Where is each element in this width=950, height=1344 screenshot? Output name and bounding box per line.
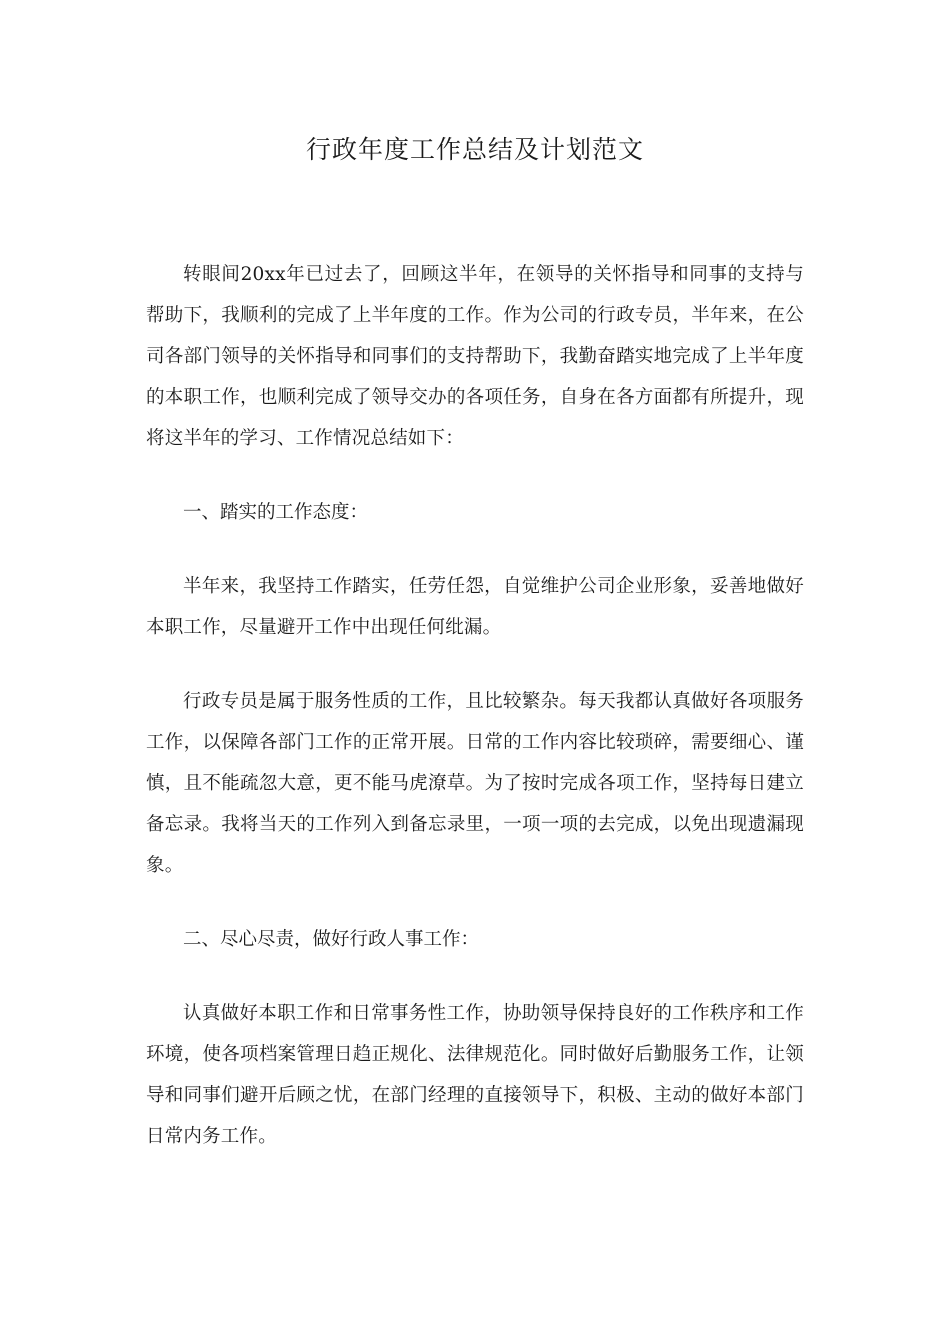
- paragraph-attitude: 半年来，我坚持工作踏实，任劳任怨，自觉维护公司企业形象，妥善地做好本职工作，尽量避开工作中出现任何纰漏。: [146, 576, 804, 638]
- paragraph-duties: 认真做好本职工作和日常事务性工作，协助领导保持良好的工作秩序和工作环境，使各项档案管理日趋正规化、法律规范化。同时做好后勤服务工作，让领导和同事们避开后顾之忧，在部门经理的直接领导下，积极、主动的做好本部门日常内务工作。: [146, 1003, 804, 1147]
- section-heading-2: 二、尽心尽责，做好行政人事工作：: [183, 929, 480, 950]
- paragraph-intro: 转眼间20xx年已过去了，回顾这半年，在领导的关怀指导和同事的支持与帮助下，我顺利的完成了上半年度的工作。作为公司的行政专员，半年来，在公司各部门领导的关怀指导和同事们的支持帮助下，我勤奋踏实地完成了上半年度的本职工作，也顺利完成了领导交办的各项任务，自身在各方面都有所提升，现将这半年的学习、工作情况总结如下：: [146, 264, 804, 449]
- paragraph-service: 行政专员是属于服务性质的工作，且比较繁杂。每天我都认真做好各项服务工作，以保障各部门工作的正常开展。日常的工作内容比较琐碎，需要细心、谨慎，且不能疏忽大意，更不能马虎潦草。为了按时完成各项工作，坚持每日建立备忘录。我将当天的工作列入到备忘录里，一项一项的去完成，以免出现遗漏现象。: [146, 691, 804, 876]
- section-heading-1: 一、踏实的工作态度：: [183, 502, 369, 523]
- document-title: 行政年度工作总结及计划范文: [305, 135, 644, 164]
- document-body: [146, 254, 804, 1190]
